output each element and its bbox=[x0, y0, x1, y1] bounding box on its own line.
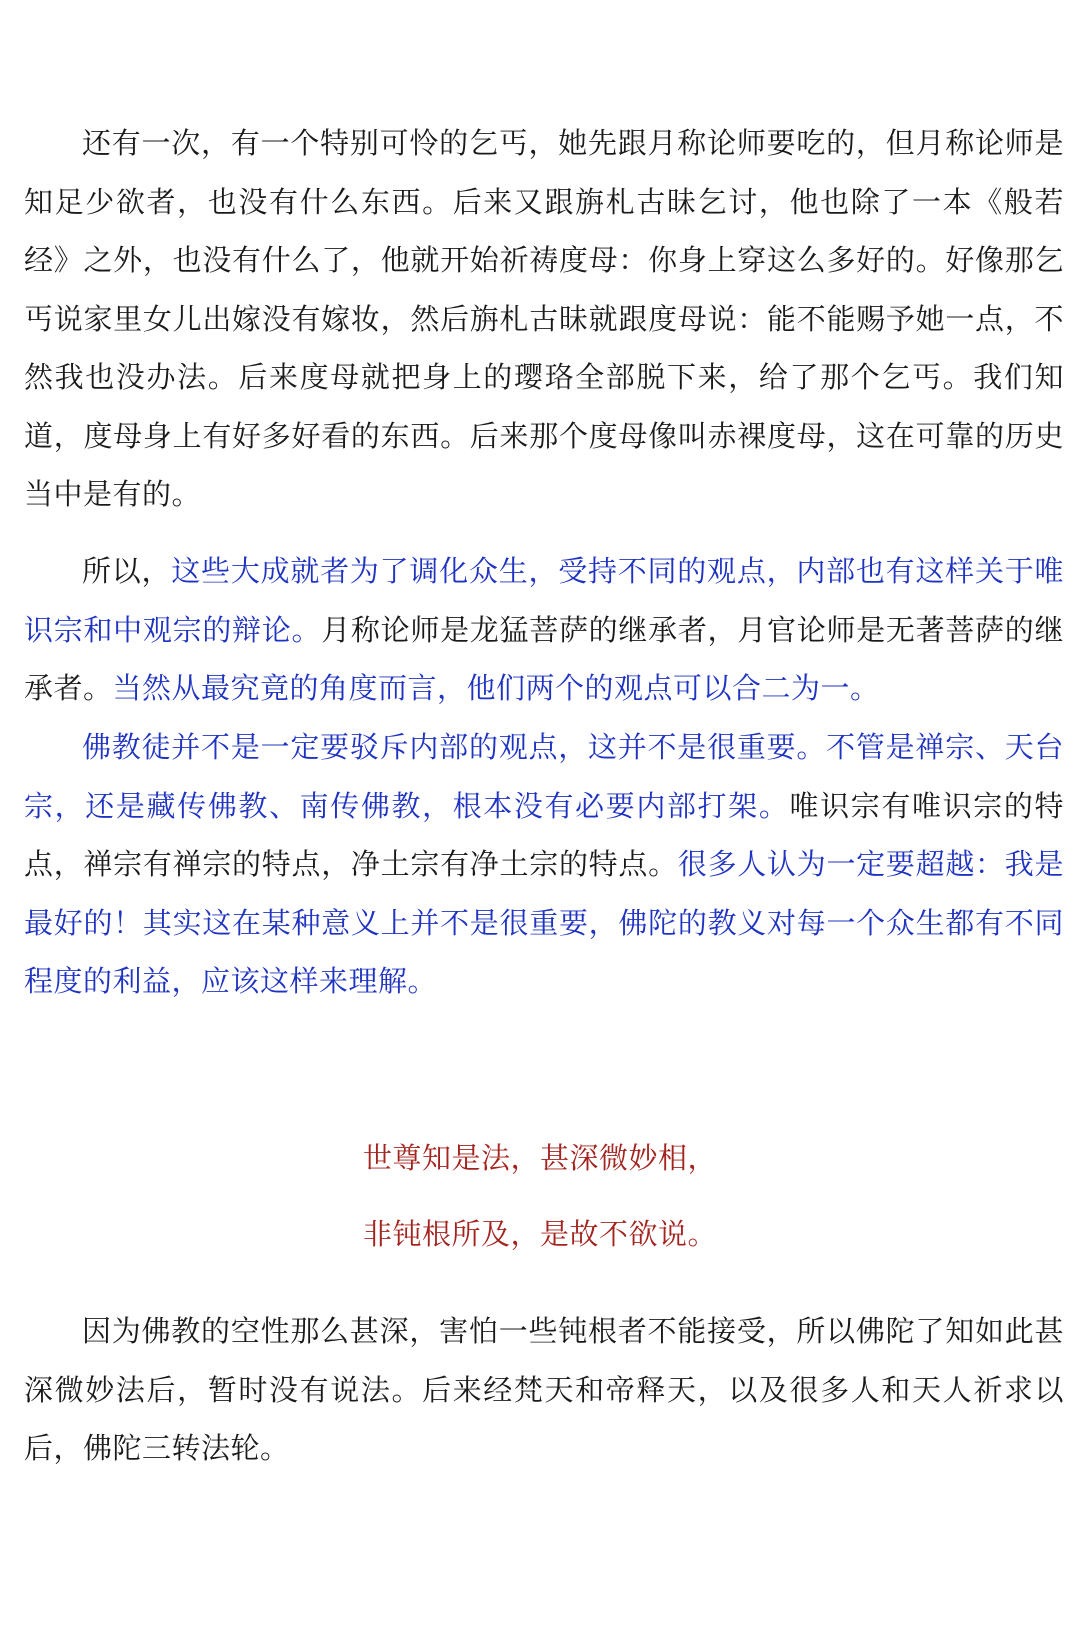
paragraph-3-text bbox=[24, 718, 1064, 1011]
verse-line-2: 非钝根所及，是故不欲说。 bbox=[362, 1217, 717, 1251]
paragraph-1-text: 还有一次，有一个特别可怜的乞丐，她先跟月称论师要吃的，但月称论师是知足少欲者，也没有什么东西。后来又跟旃札古昧乞讨，他也除了一本《般若经》之外，也没有什么了，他就开始祈祷度母：你身上穿这么多好的。好像那乞丐说家里女儿出嫁没有嫁妆，然后旃札古昧就跟度母说：能不能赐予她一点，不然我也没办法。后来度母就把身上的璎珞全部脱下来，给了那个乞丐。我们知道，度母身上有好多好看的东西。后来那个度母像叫赤裸度母，这在可靠的历史当中是有的。 bbox=[24, 126, 1064, 511]
paragraph-4-text: 因为佛教的空性那么甚深，害怕一些钝根者不能接受，所以佛陀了知如此甚深微妙法后，暂时没有说法。后来经梵天和帝释天，以及很多人和天人祈求以后，佛陀三转法轮。 bbox=[24, 1314, 1064, 1465]
paragraph-debate bbox=[24, 542, 1064, 718]
paragraph-2-sentence-2: 这些大成就者为了调化众生，受持不同的观点，内部也有这样关于唯识宗和中观宗的辩论。 bbox=[24, 554, 1064, 647]
paragraph-2-text bbox=[24, 542, 1064, 718]
paragraph-2-sentence-3: 月称论师是龙猛菩萨的继承者，月官论师是无著菩萨的继承者。 bbox=[24, 612, 1064, 705]
paragraph-schools bbox=[24, 718, 1064, 1011]
verse-line-1: 世尊知是法，甚深微妙相， bbox=[362, 1141, 717, 1175]
paragraph-3-sentence-3: 很多人认为一定要超越：我是最好的！其实这在某种意义上并不是很重要，佛陀的教义对每一个众生都有不同程度的利益，应该这样来理解。 bbox=[24, 847, 1064, 998]
paragraph-3-sentence-1: 佛教徒并不是一定要驳斥内部的观点，这并不是很重要。不管是禅宗、天台宗，还是藏传佛教、南传佛教，根本没有必要内部打架。 bbox=[24, 730, 1064, 823]
paragraph-3-sentence-2: 唯识宗有唯识宗的特点，禅宗有禅宗的特点，净土宗有净土宗的特点。 bbox=[24, 788, 1064, 881]
paragraph-2-sentence-4: 当然从最究竟的角度而言，他们两个的观点可以合二为一。 bbox=[112, 671, 880, 705]
paragraph-three-turnings bbox=[24, 1302, 1064, 1478]
paragraph-2-sentence-1: 所以， bbox=[82, 554, 172, 588]
paragraph-beggar-story bbox=[24, 114, 1064, 524]
